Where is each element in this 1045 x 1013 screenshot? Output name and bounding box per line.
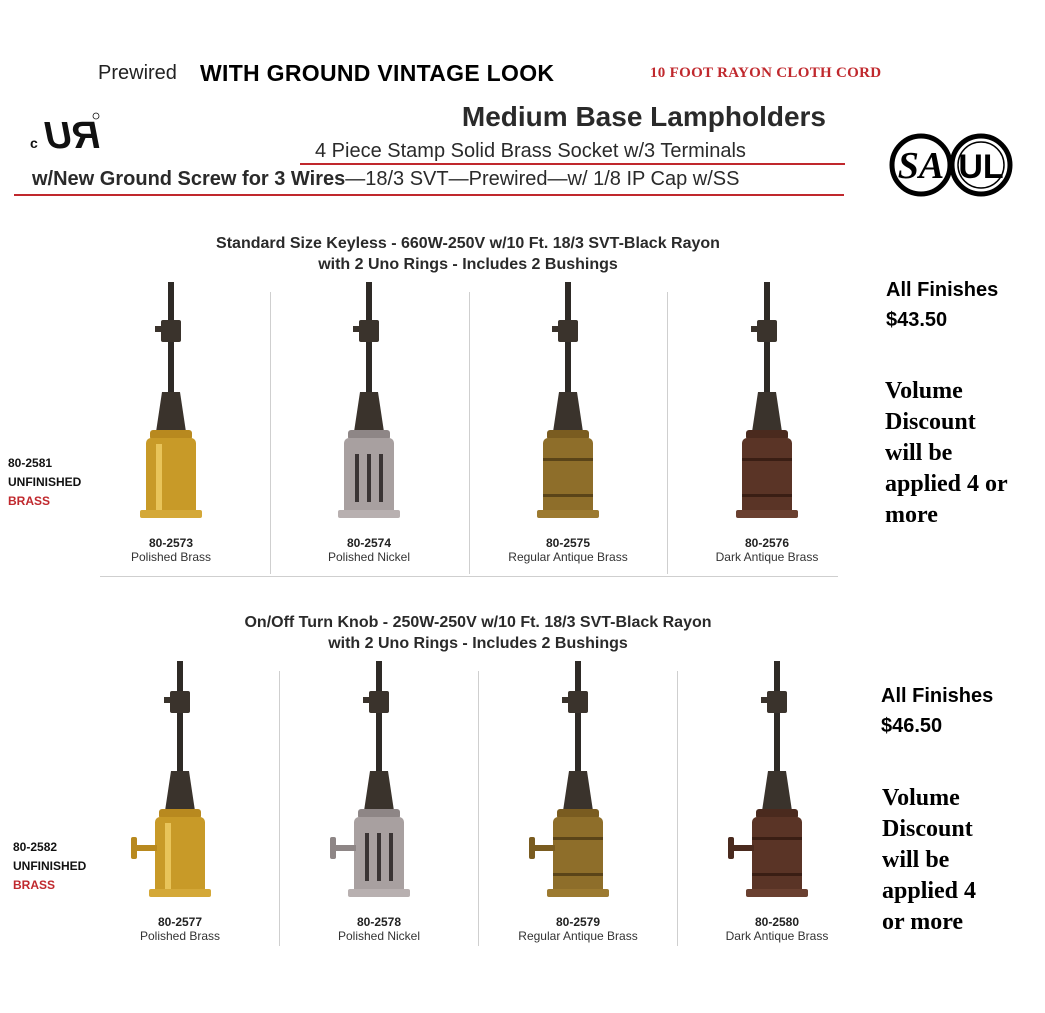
product-finish: Polished Brass [130, 550, 212, 564]
unfinished-sub: BRASS [8, 494, 51, 508]
unfinished-text: UNFINISHED [13, 859, 87, 873]
product-code: 80-2580 [754, 915, 800, 929]
unfinished-label-keyless [8, 454, 81, 511]
regular-antique-brass-socket-image [523, 282, 613, 534]
red-underline-2 [14, 194, 844, 196]
product-finish: Polished Nickel [337, 929, 421, 943]
csa-icon [892, 136, 950, 194]
ground-screw-text: w/New Ground Screw for 3 Wires [32, 168, 346, 190]
product-80-2579[interactable] [488, 661, 668, 943]
product-code: 80-2578 [356, 915, 402, 929]
red-underline-1 [300, 163, 845, 165]
divider [677, 671, 678, 946]
divider [279, 671, 280, 946]
prewired-label: Prewired [98, 62, 177, 84]
ground-description [32, 168, 739, 191]
discount-line: Volume [885, 378, 963, 404]
volume-discount-keyless [885, 376, 1008, 531]
product-finish: Polished Brass [139, 929, 221, 943]
product-code: 80-2577 [157, 915, 203, 929]
product-80-2574[interactable] [279, 282, 459, 564]
ul-icon [952, 136, 1010, 194]
socket-description: 4 Piece Stamp Solid Brass Socket w/3 Terminals [315, 140, 746, 162]
polished-nickel-socket-image [324, 282, 414, 534]
unfinished-text: UNFINISHED [8, 475, 82, 489]
section-turn-knob-heading [138, 612, 818, 654]
product-finish: Regular Antique Brass [508, 550, 628, 564]
cord-spec-text: —18/3 SVT—Prewired—w/ 1/8 IP Cap w/SS [345, 168, 740, 190]
price-label: All Finishes [881, 685, 994, 707]
section-turn-knob-heading-line2: with 2 Uno Rings - Includes 2 Bushings [328, 635, 628, 652]
discount-line: Discount [885, 409, 976, 435]
price-block-keyless [886, 275, 998, 335]
polished-nickel-turn-knob-socket-image [324, 661, 434, 913]
dark-antique-brass-socket-image [722, 282, 812, 534]
polished-brass-turn-knob-socket-image [125, 661, 235, 913]
price-value: $46.50 [881, 715, 943, 737]
section-keyless-heading [128, 233, 808, 275]
product-code: 80-2573 [148, 536, 194, 550]
product-code: 80-2576 [744, 536, 790, 550]
price-value: $43.50 [886, 309, 948, 331]
section-keyless-heading-line1: Standard Size Keyless - 660W-250V w/10 Ft. 18/3 SVT-Black Rayon [216, 235, 720, 252]
unfinished-label-turn-knob [13, 838, 86, 895]
volume-discount-turn-knob [882, 783, 976, 938]
product-finish: Regular Antique Brass [518, 929, 638, 943]
polished-brass-socket-image [126, 282, 216, 534]
divider [478, 671, 479, 946]
section-divider [100, 576, 838, 577]
product-finish: Polished Nickel [327, 550, 411, 564]
discount-line: more [885, 502, 938, 528]
product-80-2577[interactable] [90, 661, 270, 943]
unfinished-code: 80-2582 [13, 840, 58, 854]
product-finish: Dark Antique Brass [715, 550, 819, 564]
product-code: 80-2575 [545, 536, 591, 550]
unfinished-sub: BRASS [13, 878, 56, 892]
discount-line: Discount [882, 816, 973, 842]
product-80-2580[interactable] [687, 661, 867, 943]
divider [469, 292, 470, 574]
section-turn-knob-heading-line1: On/Off Turn Knob - 250W-250V w/10 Ft. 18/3 SVT-Black Rayon [244, 614, 712, 631]
product-80-2575[interactable] [478, 282, 658, 564]
discount-line: applied 4 [882, 878, 977, 904]
discount-line: will be [885, 440, 953, 466]
product-80-2578[interactable] [289, 661, 469, 943]
vintage-look-heading: WITH GROUND VINTAGE LOOK [200, 60, 555, 86]
discount-line: Volume [882, 785, 960, 811]
product-finish: Dark Antique Brass [725, 929, 829, 943]
ur-mark-letters: RU [45, 115, 100, 154]
product-code: 80-2579 [555, 915, 601, 929]
divider [667, 292, 668, 574]
price-label: All Finishes [886, 279, 999, 301]
discount-line: will be [882, 847, 950, 873]
product-80-2573[interactable] [81, 282, 261, 564]
csa-letters: SA [897, 145, 945, 187]
dark-antique-brass-turn-knob-socket-image [722, 661, 832, 913]
ur-recognized-icon [28, 110, 108, 154]
cord-note: 10 FOOT RAYON CLOTH CORD [650, 65, 882, 81]
csa-ul-logos [888, 130, 1016, 200]
product-code: 80-2574 [346, 536, 392, 550]
section-keyless-heading-line2: with 2 Uno Rings - Includes 2 Bushings [318, 256, 618, 273]
price-block-turn-knob [881, 681, 993, 741]
discount-line: or more [882, 909, 964, 935]
product-80-2576[interactable] [677, 282, 857, 564]
regular-antique-brass-turn-knob-socket-image [523, 661, 633, 913]
ul-letters: UL [958, 148, 1004, 186]
discount-line: applied 4 or [885, 471, 1008, 497]
ur-c-letter: c [30, 135, 38, 151]
unfinished-code: 80-2581 [8, 456, 53, 470]
divider [270, 292, 271, 574]
page-title: Medium Base Lampholders [461, 101, 826, 132]
